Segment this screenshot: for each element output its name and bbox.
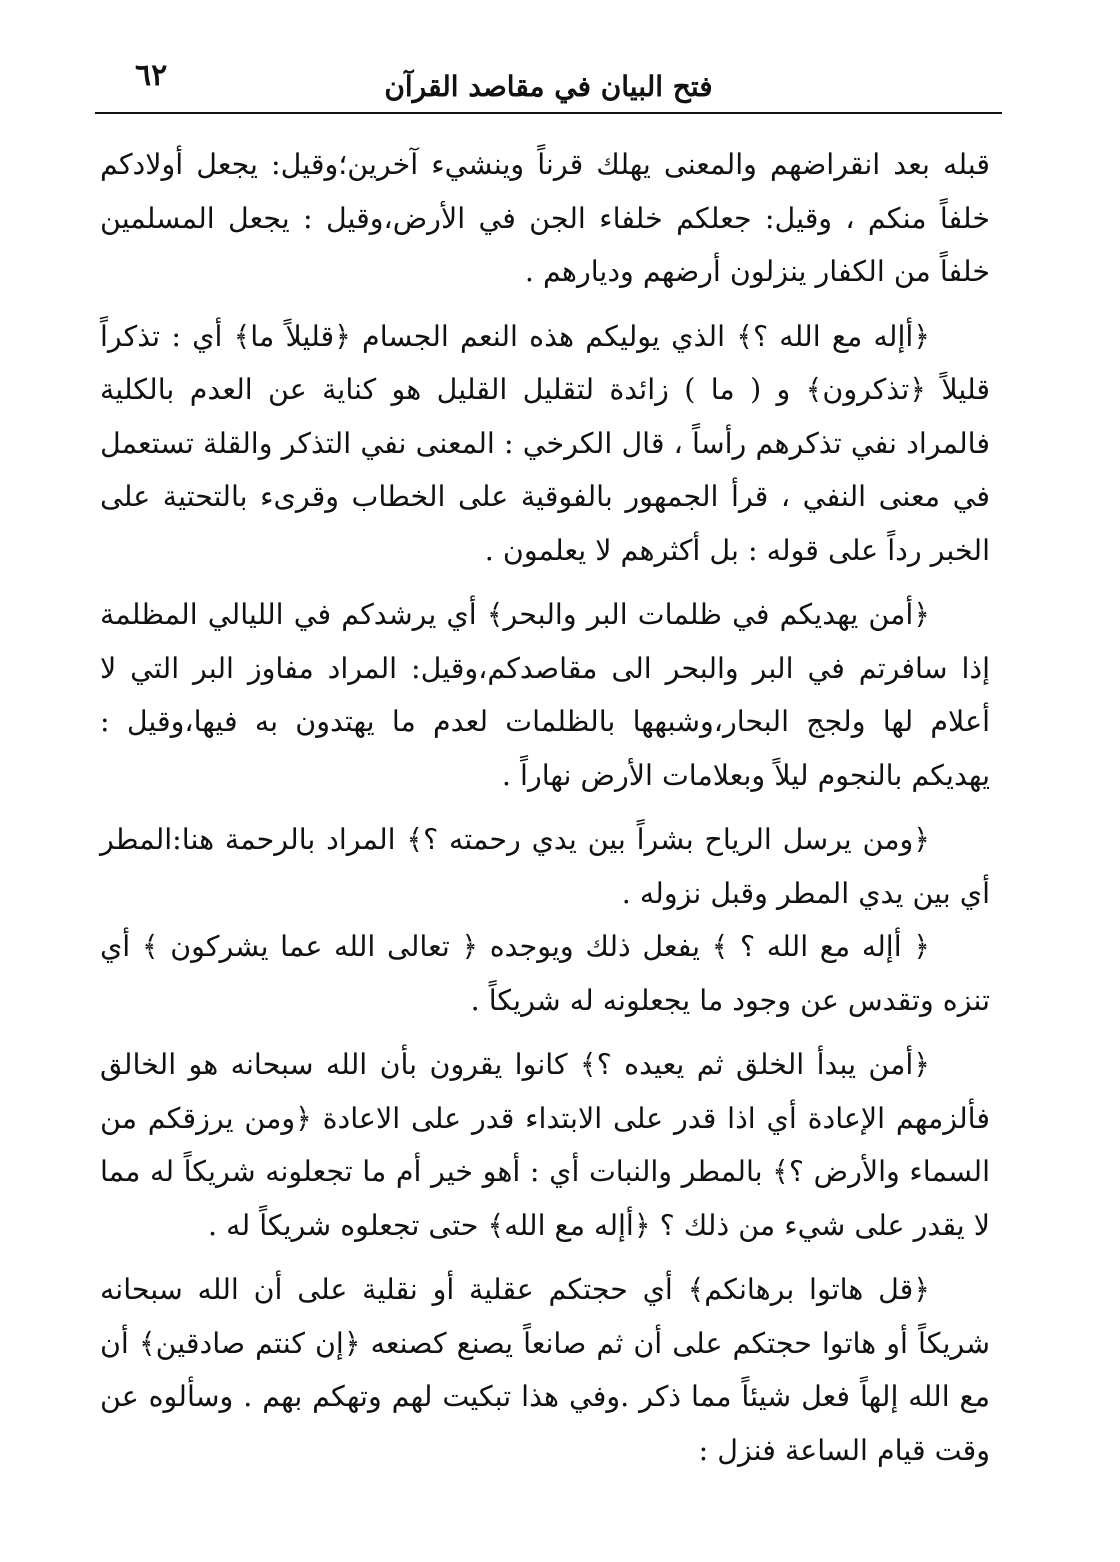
page-number: ٦٢	[135, 58, 168, 93]
paragraph: ﴿أإله مع الله ؟﴾ الذي يوليكم هذه النعم الجسام ﴿قليلاً ما﴾ أي : تذكراً قليلاً ﴿تذكرون﴾ و ( ما ) زائدة لتقليل القليل هو كناية عن العدم بالكلية فالمراد نفي تذكرهم رأساً ، قال الكرخي : المعنى نفي التذكر والقلة تستعمل في معنى النفي ، قرأ الجمهور بالفوقية على الخطاب وقرىء بالتحتية على الخبر رداً على قوله : بل أكثرهم لا يعلمون .	[100, 319, 990, 567]
paragraph: ﴿ومن يرسل الرياح بشراً بين يدي رحمته ؟﴾ المراد بالرحمة هنا:المطر أي بين يدي المطر وقبل نزوله .	[100, 823, 990, 910]
running-title: فتح البيان في مقاصد القرآن	[384, 70, 713, 103]
paragraph: ﴿قل هاتوا برهانكم﴾ أي حجتكم عقلية أو نقلية على أن الله سبحانه شريكاً أو هاتوا حجتكم على أن ثم صانعاً يصنع كصنعه ﴿إن كنتم صادقين﴾ أن مع الله إلهاً فعل شيئاً مما ذكر .وفي هذا تبكيت لهم وتهكم بهم . وسألوه عن وقت قيام الساعة فنزل :	[100, 1273, 990, 1467]
paragraph: ﴿أمن يهديكم في ظلمات البر والبحر﴾ أي يرشدكم في الليالي المظلمة إذا سافرتم في البر والبحر الى مقاصدكم،وقيل: المراد مفاوز البر التي لا أعلام لها ولجج البحار،وشبهها بالظلمات لعدم ما يهتدون به فيها،وقيل : يهديكم بالنجوم ليلاً وبعلامات الأرض نهاراً .	[100, 598, 990, 792]
paragraph: قبله بعد انقراضهم والمعنى يهلك قرناً وينشيء آخرين؛وقيل: يجعل أولادكم خلفاً منكم ، وقيل: جعلكم خلفاء الجن في الأرض،وقيل : يجعل المسلمين خلفاً من الكفار ينزلون أرضهم وديارهم .	[100, 148, 990, 288]
paragraph: ﴿ أإله مع الله ؟ ﴾ يفعل ذلك ويوجده ﴿ تعالى الله عما يشركون ﴾ أي تنزه وتقدس عن وجود ما يجعلونه له شريكاً .	[100, 930, 990, 1017]
body-text	[100, 138, 990, 1488]
paragraph: ﴿أمن يبدأ الخلق ثم يعيده ؟﴾ كانوا يقرون بأن الله سبحانه هو الخالق فألزمهم الإعادة أي اذا قدر على الابتداء قدر على الاعادة ﴿ومن يرزقكم من السماء والأرض ؟﴾ بالمطر والنبات أي : أهو خير أم ما تجعلونه شريكاً له مما لا يقدر على شيء من ذلك ؟ ﴿أإله مع الله﴾ حتى تجعلوه شريكاً له .	[100, 1048, 990, 1242]
page-header	[95, 48, 1002, 114]
